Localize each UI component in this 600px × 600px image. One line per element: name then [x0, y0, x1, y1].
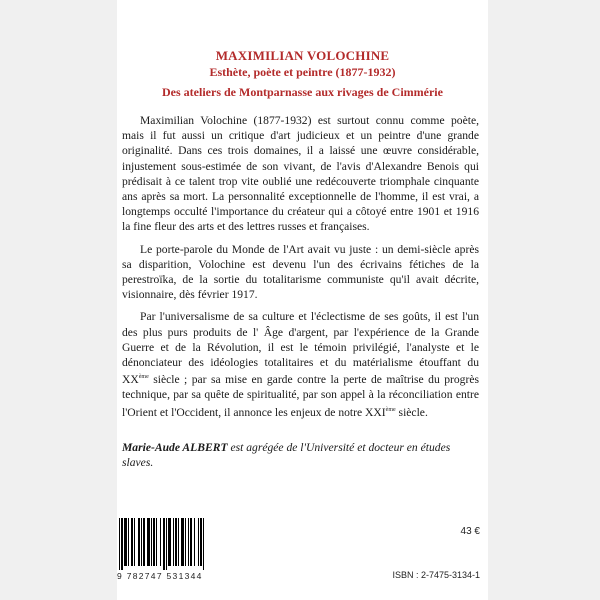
blurb [122, 113, 479, 427]
author-bio: est agrégée de l'Université et docteur en études slaves. [122, 441, 451, 470]
p3-part-a: Par l'universalisme de sa culture et l'éclectisme de ses goûts, il est l'un des plus purs produits de l' Âge d'argent, par l'expérience de la Grande Guerre et de la Révolution, il est le témoin privilégié, l'analyste et le dénonciateur des idéologies totalitaires et du matérialisme étouffant du XX [122, 310, 479, 387]
blurb-paragraph-3 [122, 309, 479, 419]
p3-sup: ème [138, 374, 149, 381]
book-subtitle: Esthète, poète et peintre (1877-1932) [209, 65, 396, 79]
barcode-digits: 9 782747 531344 [117, 571, 203, 581]
isbn: ISBN : 2-7475-3134-1 [392, 570, 480, 580]
barcode-image [117, 518, 232, 570]
p3-part-b: siècle ; par sa mise en garde contre la perte de maîtrise du progrès technique, par sa quête de spiritualité, par son appel à la réconciliation entre l'Orient et l'Occident, il annonce les enjeux de notre XXI [122, 373, 479, 419]
p3-sup-2: ème [385, 406, 396, 413]
p3-part-c: siècle. [395, 405, 428, 419]
book-subtitle-2: Des ateliers de Montparnasse aux rivages de Cimmérie [162, 85, 443, 99]
header [117, 48, 488, 100]
author-name: Marie-Aude ALBERT [122, 441, 228, 454]
blurb-paragraph-2: Le porte-parole du Monde de l'Art avait vu juste : un demi-siècle après sa disparition, Volochine est devenu l'un des écrivains fétiches de la perestroïka, de la sortie du totalitarisme communiste qu'il avait décrite, visionnaire, dès février 1917. [122, 242, 479, 302]
back-cover [117, 0, 488, 600]
blurb-paragraph-1: Maximilian Volochine (1877-1932) est surtout connu comme poète, mais il fut aussi un critique d'art judicieux et un peintre d'une grande originalité. Dans ces trois domaines, il a laissé une œuvre considérable, injustement sous-estimée de son vivant, de l'avis d'Alexandre Benois qui prédisait à ce talent trop vite oublié une redécouverte triomphale cinquante ans après sa mort. La personnalité exceptionnelle de l'homme, il est vrai, a longtemps occulté l'importance du créateur qui a côtoyé entre 1901 et 1916 la fine fleur des arts et des lettres russes et françaises. [122, 114, 479, 234]
barcode-block [117, 518, 237, 581]
book-author-title: MAXIMILIAN VOLOCHINE [215, 48, 390, 63]
price: 43 € [460, 526, 480, 537]
author-note [122, 440, 482, 470]
